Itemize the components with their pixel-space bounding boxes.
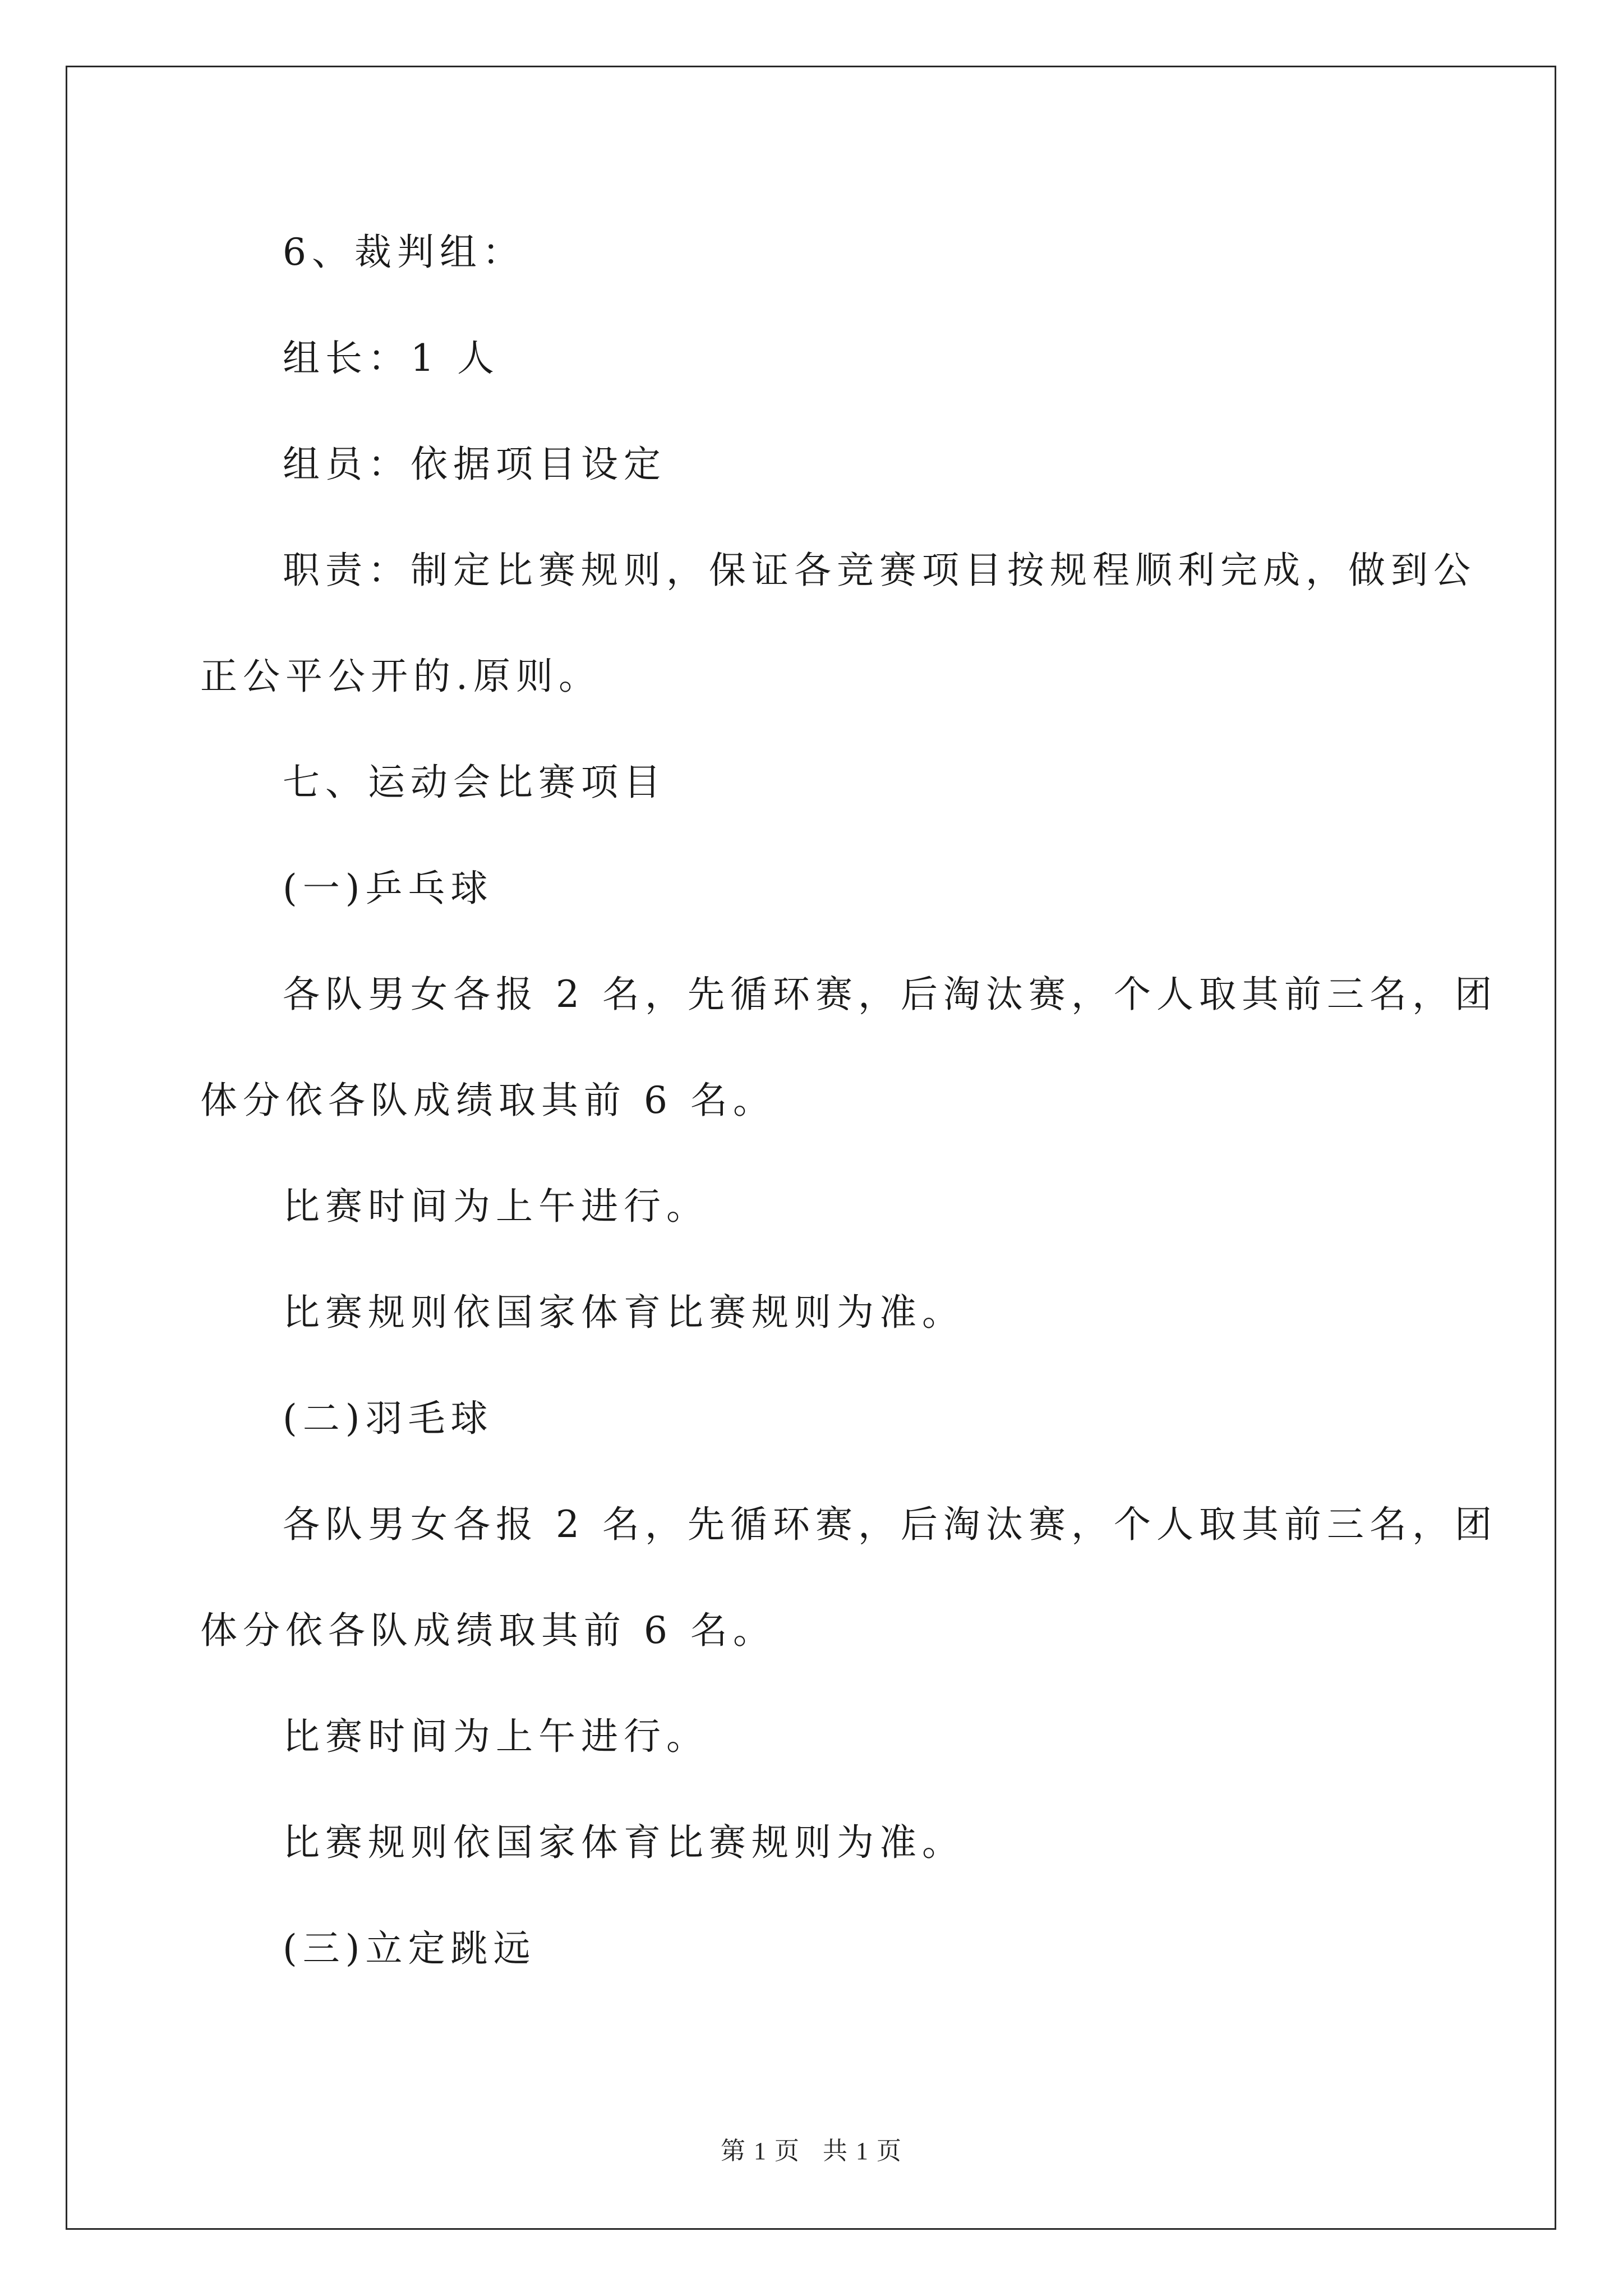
page-footer bbox=[0, 2131, 1623, 2166]
table-tennis-heading: (一)乒乓球 bbox=[283, 867, 494, 910]
table-tennis-rule-line-2: 体分依各队成绩取其前 6 名。 bbox=[200, 1079, 776, 1122]
badminton-heading: (二)羽毛球 bbox=[283, 1397, 494, 1440]
standing-long-jump-heading: (三)立定跳远 bbox=[283, 1927, 536, 1970]
referee-group-heading: 6、裁判组： bbox=[283, 231, 525, 274]
badminton-rule-line-1: 各队男女各报 2 名，先循环赛，后淘汰赛，个人取其前三名，团 bbox=[283, 1503, 1497, 1546]
badminton-rule-line-2: 体分依各队成绩取其前 6 名。 bbox=[200, 1609, 776, 1652]
duties-line-2: 正公平公开的.原则。 bbox=[200, 655, 601, 698]
page-number: 第 1 页 bbox=[721, 2137, 800, 2165]
duties-line-1: 职责：制定比赛规则，保证各竞赛项目按规程顺利完成，做到公 bbox=[283, 549, 1476, 592]
badminton-rules-standard: 比赛规则依国家体育比赛规则为准。 bbox=[283, 1821, 965, 1864]
table-tennis-rules-standard: 比赛规则依国家体育比赛规则为准。 bbox=[283, 1291, 965, 1334]
page-total: 共 1 页 bbox=[823, 2137, 902, 2165]
badminton-time: 比赛时间为上午进行。 bbox=[283, 1715, 709, 1758]
table-tennis-time: 比赛时间为上午进行。 bbox=[283, 1185, 709, 1228]
section-seven-heading: 七、运动会比赛项目 bbox=[283, 761, 666, 804]
page-border bbox=[66, 66, 1556, 2230]
table-tennis-rule-line-1: 各队男女各报 2 名，先循环赛，后淘汰赛，个人取其前三名，团 bbox=[283, 973, 1497, 1016]
group-leader-line: 组长：1 人 bbox=[283, 337, 500, 380]
group-members-line: 组员：依据项目设定 bbox=[283, 443, 666, 486]
